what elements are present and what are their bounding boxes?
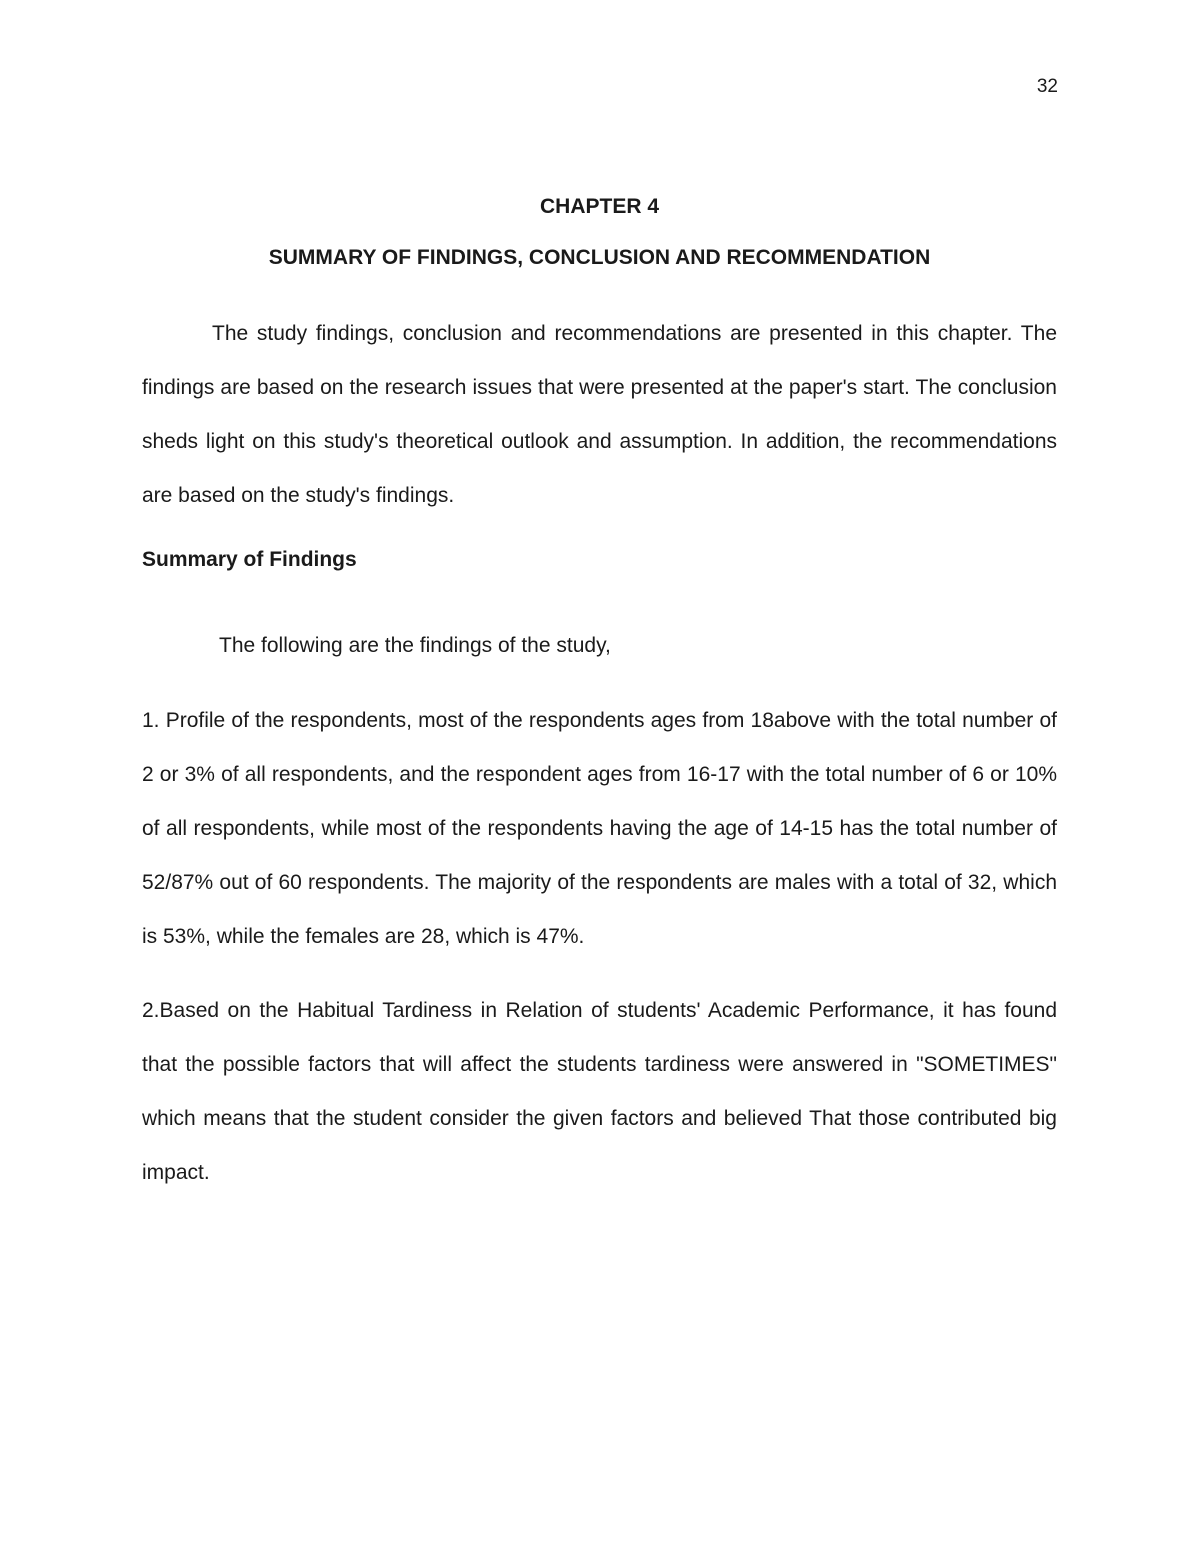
intro-paragraph: The study findings, conclusion and recommendations are presented in this chapter. The findings are based on the research issues that were presented at the paper's start. The conclusion sheds light on this study's theoretical outlook and assumption. In addition, the recommendations are based on the study's findings. xyxy=(142,322,1057,507)
summary-lead: The following are the findings of the study, xyxy=(219,634,611,657)
summary-heading: Summary of Findings xyxy=(142,548,357,571)
chapter-title: CHAPTER 4 xyxy=(539,195,660,218)
page-number: 32 xyxy=(1036,76,1058,97)
chapter-subtitle: SUMMARY OF FINDINGS, CONCLUSION AND RECOMMENDATION xyxy=(268,246,931,269)
finding-item-1: 1. Profile of the respondents, most of the respondents ages from 18above with the total number of 2 or 3% of all respondents, and the respondent ages from 16-17 with the total number of 6 or 10% of all respondents, while most of the respondents having the age of 14-15 has the total number of 52/87% out of 60 respondents. The majority of the respondents are males with a total of 32, which is 53%, while the females are 28, which is 47%. xyxy=(142,709,1057,948)
page-content xyxy=(142,192,1057,1220)
finding-item-2: 2.Based on the Habitual Tardiness in Relation of students' Academic Performance, it has found that the possible factors that will affect the students tardiness were answered in "SOMETIMES" which means that the student consider the given factors and believed That those contributed big impact. xyxy=(142,999,1057,1184)
